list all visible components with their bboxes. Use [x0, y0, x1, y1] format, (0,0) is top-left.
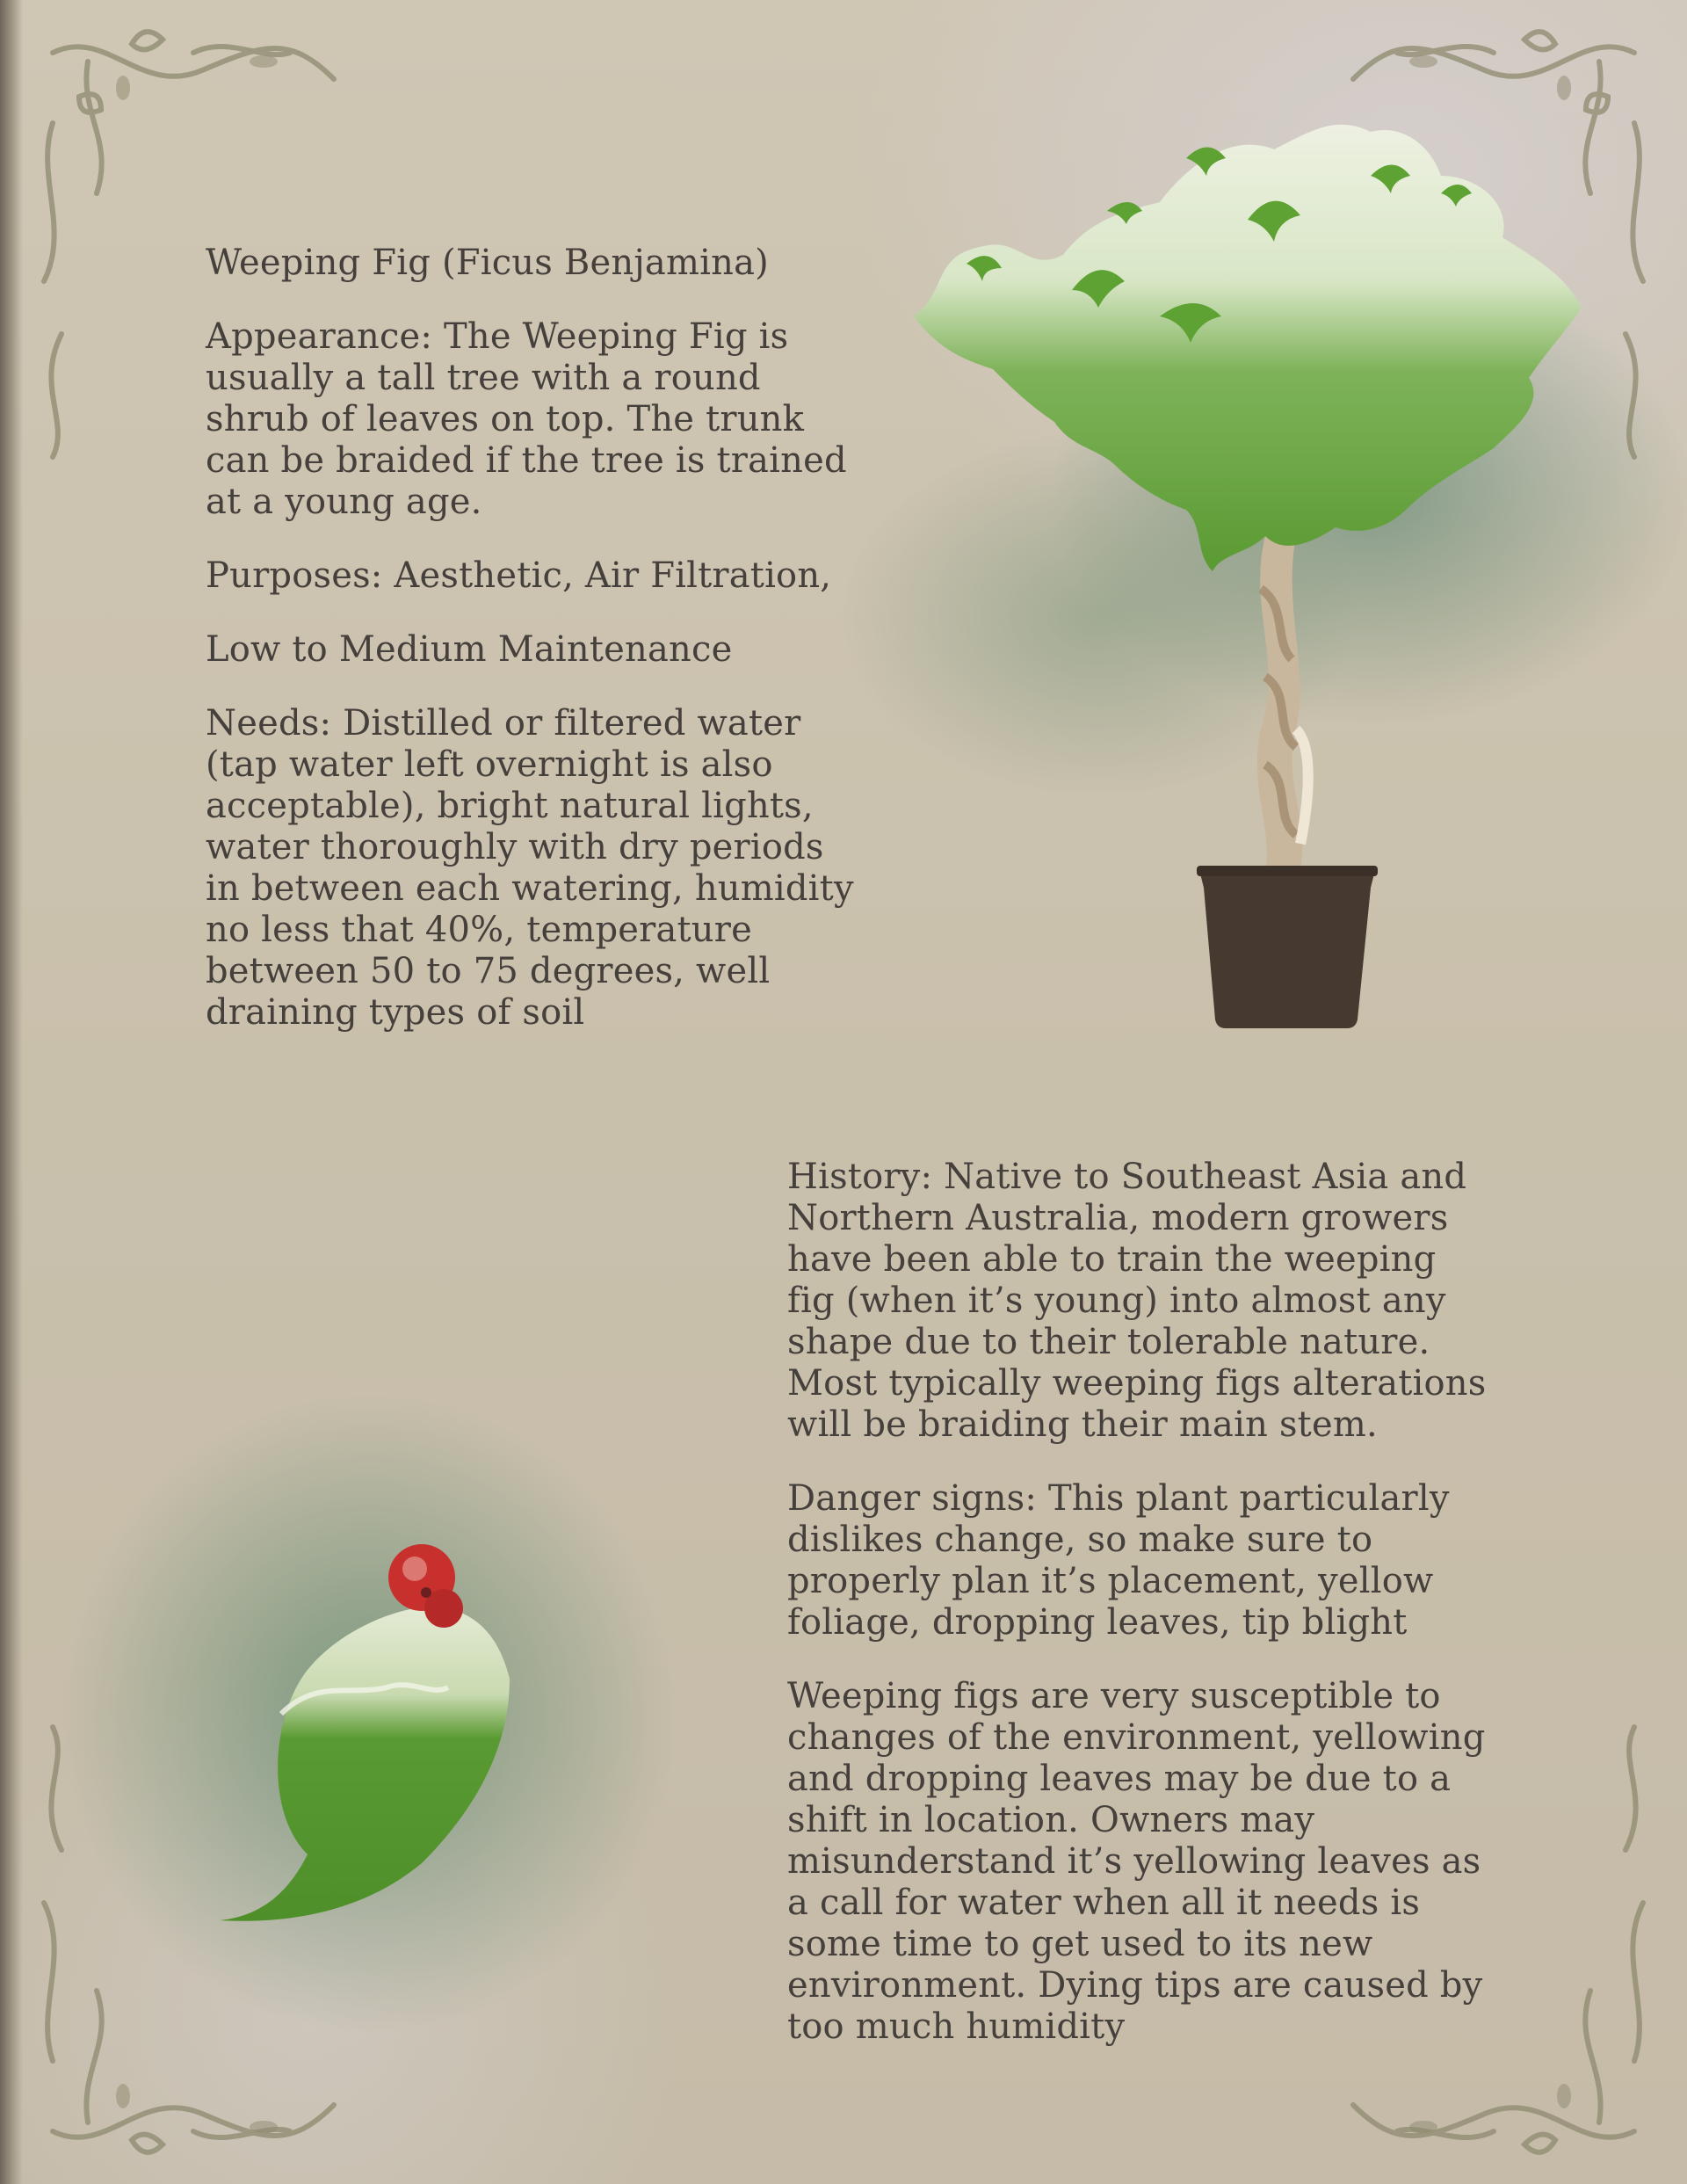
tree-canopy — [914, 125, 1582, 571]
page-title: Weeping Fig (Ficus Benjamina) — [206, 243, 769, 283]
left-text-column — [206, 243, 856, 1066]
purposes-paragraph: Purposes: Aesthetic, Air Filtration, — [206, 555, 832, 596]
appearance-paragraph: Appearance: The Weeping Fig is usually a tall tree with a round shrub of leaves on top. The trunk can be braided if the tree is trained at a young age. — [206, 316, 847, 522]
leaf-shape — [220, 1607, 510, 1921]
notes-paragraph: Weeping figs are very susceptible to changes of the environment, yellowing and dropping leaves may be due to a shift in location. Owners may misunderstand it’s yellowing leaves as a call for water when all it needs is some time to get used to its new environment. Dying tips are caused by too much humidity — [787, 1676, 1486, 2047]
plant-pot — [1199, 870, 1375, 1028]
braided-trunk — [1257, 536, 1308, 870]
weeping-fig-illustration — [896, 114, 1599, 1046]
history-paragraph: History: Native to Southeast Asia and Northern Australia, modern growers have been able to train the weeping fig (when it’s young) into almost any shape due to their tolerable nature. Most typically weeping figs alterations will be braiding their main stem. — [787, 1157, 1487, 1445]
danger-signs-paragraph: Danger signs: This plant particularly dislikes change, so make sure to properly plan it’s placement, yellow foliage, dropping leaves, tip blight — [787, 1478, 1450, 1643]
fig-leaf-illustration — [211, 1520, 545, 1934]
needs-paragraph: Needs: Distilled or filtered water (tap water left overnight is also acceptable), bright natural lights, water thoroughly with dry periods in between each watering, humidity no less that 40%, temperature between 50 to 75 degrees, well draining types of soil — [206, 703, 854, 1033]
right-text-column — [787, 1157, 1490, 2080]
maintenance-paragraph: Low to Medium Maintenance — [206, 629, 733, 670]
